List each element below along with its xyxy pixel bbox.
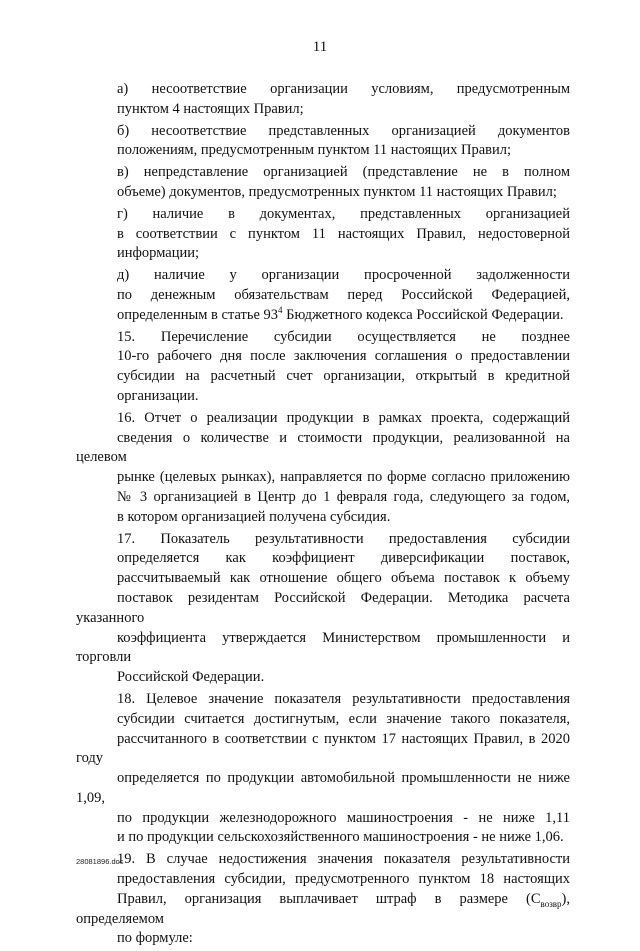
text-line: г) наличие в документах, представленных организацией (117, 205, 570, 222)
text-line: сведения о количестве и стоимости продукции, реализованной на целевом (76, 429, 570, 466)
clause-16 (76, 409, 570, 528)
list-item-g (76, 205, 570, 264)
text-line (76, 890, 570, 930)
list-item-v (76, 163, 570, 203)
text-line: в котором организацией получена субсидия. (117, 508, 391, 525)
text-line: информации; (117, 245, 200, 262)
text-line: рынке (целевых рынках), направляется по форме согласно приложению (117, 469, 570, 486)
page-number: 11 (312, 39, 328, 55)
list-item-d (76, 266, 570, 325)
article-superscript: 4 (278, 304, 283, 315)
text-line: коэффициента утверждается Министерством промышленности и торговли (76, 629, 570, 666)
text-line: рассчитываемый как отношение общего объема поставок к объему (117, 570, 570, 587)
file-name-footer: 28081896.doc (76, 857, 124, 866)
text-line: объеме) документов, предусмотренных пунктом 11 настоящих Правил; (117, 183, 557, 200)
penalty-subscript: возвр (540, 898, 562, 909)
list-item-b (76, 122, 570, 162)
text-line: д) наличие у организации просроченной задолженности (117, 267, 570, 284)
text-fragment: Бюджетного кодекса Российской Федерации. (282, 306, 564, 323)
text-line: поставок резидентам Российской Федерации. Методика расчета указанного (76, 589, 570, 626)
text-line: Российской Федерации. (117, 669, 265, 686)
text-line: б) несоответствие представленных организацией документов (117, 122, 570, 139)
text-line: а) несоответствие организации условиям, предусмотренным (117, 81, 570, 97)
text-fragment: определенным в статье 93 (117, 306, 279, 323)
text-line: определяется как коэффициент диверсификации поставок, (117, 550, 570, 567)
text-line: 10-го рабочего дня после заключения соглашения о предоставлении (117, 348, 570, 365)
text-line: 15. Перечисление субсидии осуществляется не позднее (117, 328, 570, 345)
text-line: организации. (117, 387, 199, 404)
text-line: по продукции железнодорожного машиностроения - не ниже 1,11 (117, 809, 570, 826)
text-fragment: Правил, организация выплачивает штраф в размере (С (117, 890, 541, 907)
text-line: в) непредставление организацией (представление не в полном (117, 164, 570, 181)
text-line: рассчитанного в соответствии с пунктом 17 настоящих Правил, в 2020 году (76, 730, 570, 767)
document-body (76, 80, 570, 951)
clause-19 (76, 850, 570, 949)
clause-15 (76, 328, 570, 407)
text-line: субсидии считается достигнутым, если значение такого показателя, (117, 710, 570, 727)
text-line: по формуле: (117, 930, 193, 947)
text-line: 16. Отчет о реализации продукции в рамках проекта, содержащий (117, 409, 570, 426)
clause-18 (76, 690, 570, 848)
text-line: по денежным обязательствам перед Российской Федерацией, (117, 286, 570, 303)
text-line: 18. Целевое значение показателя результативности предоставления (117, 690, 570, 707)
text-line: определяется по продукции автомобильной промышленности не ниже 1,09, (76, 770, 570, 806)
list-item-a (76, 80, 570, 120)
text-line: 19. В случае недостижения значения показателя результативности (117, 851, 570, 868)
text-line: 17. Показатель результативности предоставления субсидии (117, 530, 570, 547)
text-line: предоставления субсидии, предусмотренного пунктом 18 настоящих (117, 871, 570, 888)
text-line: и по продукции сельскохозяйственного машиностроения - не ниже 1,06. (117, 829, 564, 846)
text-fragment: ), определяемом (76, 890, 570, 927)
text-line: пунктом 4 настоящих Правил; (117, 100, 304, 117)
clause-17 (76, 530, 570, 688)
text-line: субсидии на расчетный счет организации, открытый в кредитной (117, 368, 570, 385)
text-line: положениям, предусмотренным пунктом 11 настоящих Правил; (117, 142, 512, 159)
text-line: в соответствии с пунктом 11 настоящих Правил, недостоверной (117, 225, 570, 242)
text-line: № 3 организацией в Центр до 1 февраля года, следующего за годом, (117, 488, 570, 505)
text-line (76, 306, 570, 326)
